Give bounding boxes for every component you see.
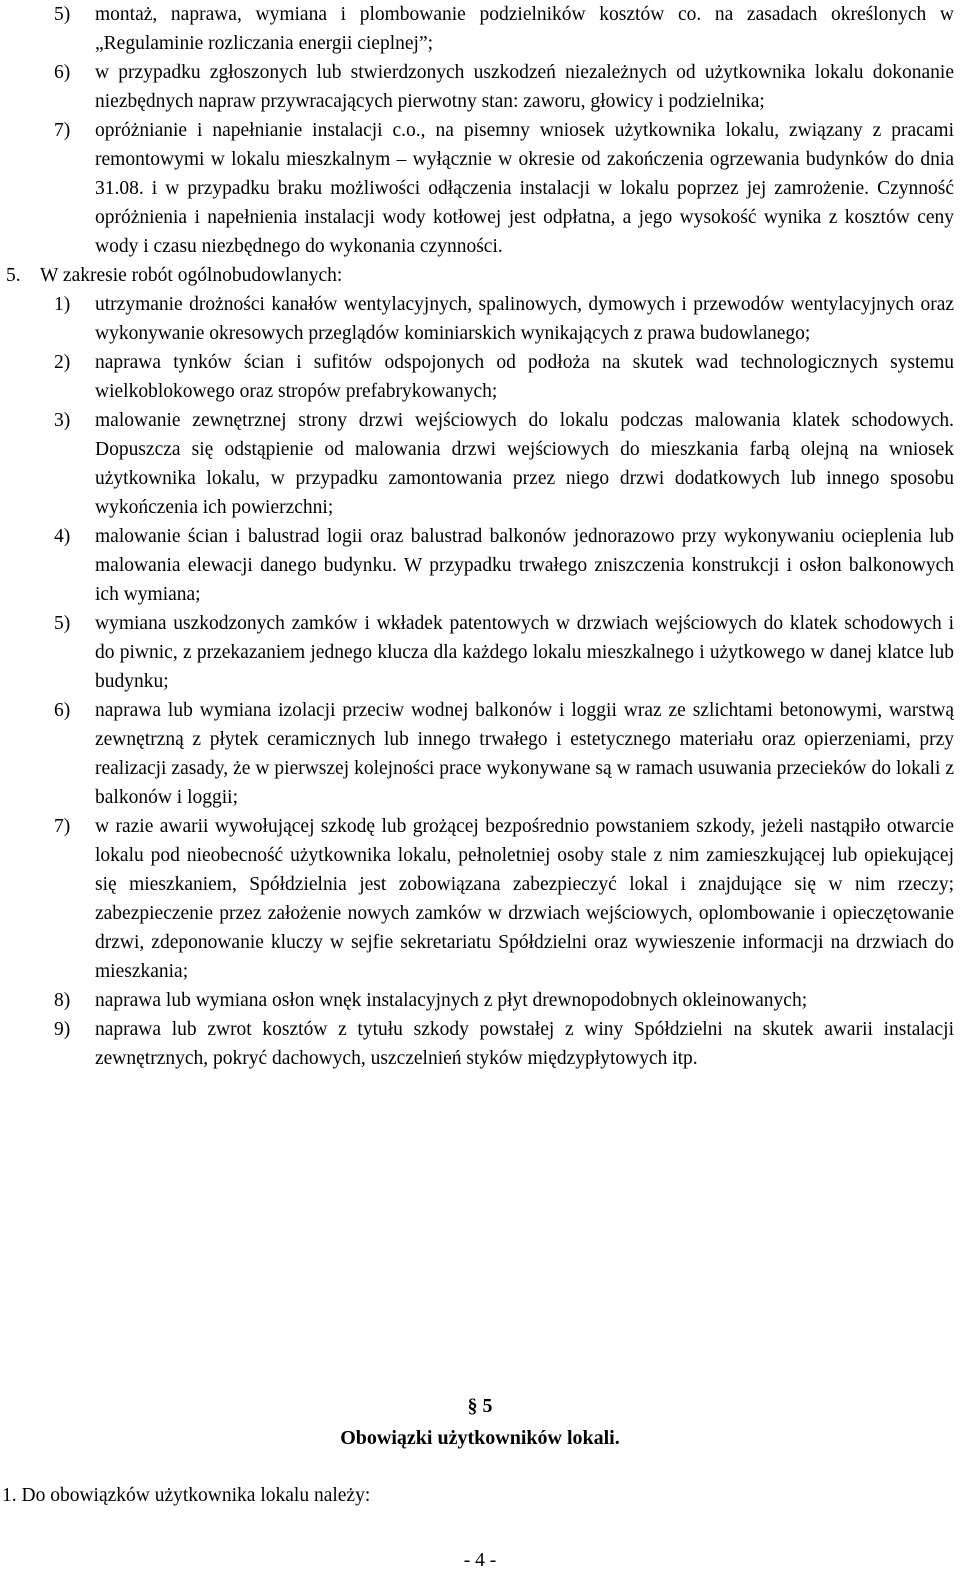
list-item [0, 116, 960, 261]
list-item-text: w razie awarii wywołującej szkodę lub grożącej bezpośrednio powstaniem szkody, jeżeli nastąpiło otwarcie lokalu pod nieobecność użytkownika lokalu, pełnoletniej osoby stale z nim zamieszkującej lub opiekującej się mieszkaniem, Spółdzielnia jest zobowiązana zabezpieczyć lokal i znajdujące się w nim rzeczy; zabezpieczenie przez założenie nowych zamków w drzwiach wejściowych, oplombowanie i opieczętowanie drzwi, zdeponowanie kluczy w sejfie sekretariatu Spółdzielni oraz wywieszenie informacji na drzwiach do mieszkania; [95, 816, 954, 982]
list-item-number: 5) [54, 4, 71, 25]
list-item [0, 348, 960, 406]
list-item-text: malowanie zewnętrznej strony drzwi wejściowych do lokalu podczas malowania klatek schodowych. Dopuszcza się odstąpienie od malowania drzwi wejściowych do mieszkania farbą olejną na wniosek użytkownika lokalu, w przypadku zamontowania przez niego drzwi dodatkowych lub innego sposobu wykończenia ich powierzchni; [95, 410, 954, 518]
list-item-number: 3) [54, 410, 71, 431]
list-item-number: 7) [54, 120, 71, 141]
list-item-number: 2) [54, 352, 71, 373]
list-item-text: naprawa lub zwrot kosztów z tytułu szkody powstałej z winy Spółdzielni na skutek awarii instalacji zewnętrznych, pokryć dachowych, uszczelnień styków międzypłytowych itp. [95, 1019, 954, 1069]
list-item [0, 986, 960, 1015]
list-item [0, 0, 960, 58]
list-item-number: 6) [54, 700, 71, 721]
list-item [0, 406, 960, 522]
section-number: 5. [6, 265, 21, 286]
list-item-number: 9) [54, 1019, 71, 1040]
list-item-number: 1) [54, 294, 71, 315]
list-item-text: w przypadku zgłoszonych lub stwierdzonych uszkodzeń niezależnych od użytkownika lokalu dokonanie niezbędnych napraw przywracających pierwotny stan: zaworu, głowicy i podzielnika; [95, 62, 954, 112]
list-item-text: wymiana uszkodzonych zamków i wkładek patentowych w drzwiach wejściowych do klatek schodowych i do piwnic, z przekazaniem jednego klucza dla każdego lokalu mieszkalnego i użytkowego w danej klatce lub budynku; [95, 613, 954, 692]
list-item [0, 812, 960, 986]
list-item-number: 7) [54, 816, 71, 837]
list-item [0, 1015, 960, 1073]
list-item-number: 8) [54, 990, 71, 1011]
list-item-number: 5) [54, 613, 71, 634]
list-item-text: opróżnianie i napełnianie instalacji c.o., na pisemny wniosek użytkownika lokalu, związany z pracami remontowymi w lokalu mieszkalnym – wyłącznie w okresie od zakończenia ogrzewania budynków do dnia 31.08. i w przypadku braku możliwości odłączenia instalacji w lokalu poprzez jej zamrożenie. Czynność opróżnienia i napełnienia instalacji wody kotłowej jest odpłatna, a jego wysokość wynika z kosztów ceny wody i czasu niezbędnego do wykonania czynności. [95, 120, 954, 257]
list-item-text: naprawa tynków ścian i sufitów odspojonych od podłoża na skutek wad technologicznych systemu wielkoblokowego oraz stropów prefabrykowanych; [95, 352, 954, 402]
list-item [0, 609, 960, 696]
list-item-text: naprawa lub wymiana osłon wnęk instalacyjnych z płyt drewnopodobnych okleinowanych; [95, 990, 808, 1011]
section-text: W zakresie robót ogólnobudowlanych: [40, 265, 343, 286]
paragraph-sign: § 5 [467, 1395, 493, 1417]
list-item [0, 522, 960, 609]
list-item-text: montaż, naprawa, wymiana i plombowanie podzielników kosztów co. na zasadach określonych w „Regulaminie rozliczania energii cieplnej”; [95, 4, 954, 54]
section-heading [0, 261, 960, 290]
intro-line: 1. Do obowiązków użytkownika lokalu należy: [2, 1485, 371, 1506]
list-item [0, 696, 960, 812]
list-item [0, 58, 960, 116]
list-item-text: malowanie ścian i balustrad logii oraz balustrad balkonów jednorazowo przy wykonywaniu ocieplenia lub malowania elewacji danego budynku. W przypadku trwałego zniszczenia konstrukcji i osłon balkonowych ich wymiana; [95, 526, 954, 605]
list-item [0, 290, 960, 348]
paragraph-title: Obowiązki użytkowników lokali. [340, 1427, 620, 1449]
list-item-number: 4) [54, 526, 71, 547]
list-item-text: utrzymanie drożności kanałów wentylacyjnych, spalinowych, dymowych i przewodów wentylacyjnych oraz wykonywanie okresowych przeglądów kominiarskich wynikających z prawa budowlanego; [95, 294, 954, 344]
page-number: - 4 - [463, 1550, 497, 1571]
list-item-text: naprawa lub wymiana izolacji przeciw wodnej balkonów i loggii wraz ze szlichtami betonowymi, warstwą zewnętrzną z płytek ceramicznych lub innego trwałego i estetycznego materiału oraz opierzeniami, przy realizacji zasady, że w pierwszej kolejności prace wykonywane są w ramach usuwania przecieków do lokali z balkonów i loggii; [95, 700, 954, 808]
list-item-number: 6) [54, 62, 71, 83]
